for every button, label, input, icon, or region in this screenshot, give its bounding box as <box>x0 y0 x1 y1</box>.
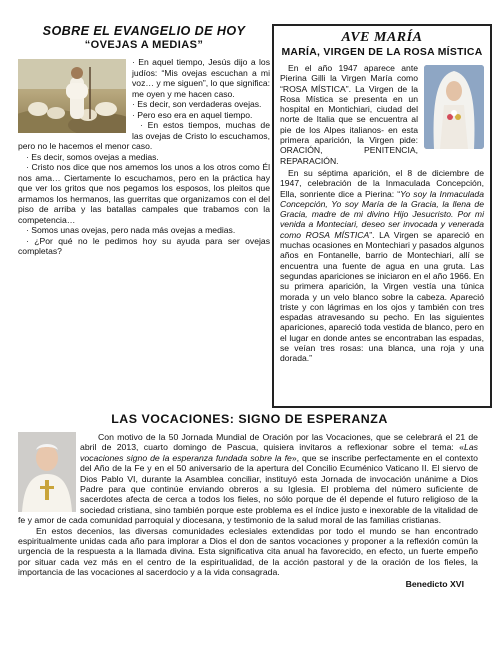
gospel-paragraph: · Somos unas ovejas, pero nada más ovejas a medias. <box>26 225 236 235</box>
signature: Benedicto XVI <box>405 578 464 589</box>
vocations-title: LAS VOCACIONES: SIGNO DE ESPERANZA <box>111 412 388 426</box>
gospel-section <box>18 24 270 257</box>
gospel-paragraph: · Pero eso era en aquel tiempo. <box>132 109 253 120</box>
shepherd-with-sheep-photo <box>18 59 126 133</box>
vocations-paragraph-1-rest: », que se inscribe perfectamente en el contexto del Año de la Fe y en el 50 aniversario de la apertura del Concilio Ecuménico Vaticano II. El siervo de Dios Pablo VI, durante la Asamblea conciliar, instituyó esta Jornada de invocación unánime a Dios Padre para que continúe enviando obreros a su Iglesia. El problema del número suficiente de sacerdotes afecta de cerca a todos los fieles, no sólo porque de él depende el futuro religioso de la sociedad cristiana, sino también porque este problema es el índice justo e inexorable de la vitalidad de fe y amor de cada comunidad parroquial y diocesana, y testimonio de la salud moral de las familias cristianas. <box>18 452 478 526</box>
vocations-paragraph-1-intro: Con motivo de la 50 Jornada Mundial de Oración por las Vocaciones, que se celebrará el 21 de abril de 2013, cuarto domingo de Pascua, quisiera invitaros a reflexionar sobre el tema: « <box>80 432 478 453</box>
mary-paragraph-2-intro: En su séptima aparición, el 8 de diciembre de 1947, celebración de la Inmaculada Concepción, Ella, sonriente dice a Pierina: “ <box>280 167 484 199</box>
vocations-paragraph-1 <box>18 432 478 526</box>
mary-body <box>280 63 484 364</box>
virgin-mary-image <box>424 65 484 149</box>
mary-paragraph-2-rest: ”. LA Virgen se apareció en muchas ocasiones en Montechiari y pasados algunos años en Fontanelle, barrio de Montechiari, allí se encuentra una fuente de agua en una gruta. Las segundas apariciones se iniciaron en el año 1966. En su primera aparición, la Virgen vestía una túnica morada y un velo blanco sobre la cabeza. Apareció triste y con lágrimas en los ojos y también con tres espadas atravesando su pecho. En las siguientes apariciones, apareció toda vestida de blanco, pero en el lugar en donde antes se encontraban las espadas, se veían tres rosas: una blanca, una roja y una dorada.” <box>280 229 485 364</box>
gospel-title: SOBRE EL EVANGELIO DE HOY <box>42 24 246 38</box>
gospel-paragraph: · Cristo nos dice que nos amemos los unos a los otros como Él nos ama… Ciertamente lo escuchamos, pero en la práctica hay que ver los gritos que nos pegamos los esposos, los pleitos que armamos los hermanos, las guerritas que organizamos con el del piso de arriba y las batallas campales que trabamos con la competencia… <box>18 162 270 225</box>
mary-paragraph-2 <box>280 168 484 364</box>
mary-paragraph-1: En el año 1947 aparece ante Pierina Gilli la Virgen María como “ROSA MÍSTICA”. La Virgen de la Rosa Mística se presenta en un hospital en Montichiari, ciudad del norte de Italia que se encuentra al pie de los Alpes italianos- en esta primera aparición, la Virgen pide: ORACIÓN, PENITENCIA, REPARACIÓN. <box>280 63 418 166</box>
mary-heading: MARÍA, VIRGEN DE LA ROSA MÍSTICA <box>281 47 483 58</box>
gospel-paragraph: · ¿Por qué no le pedimos hoy su ayuda para ser ovejas completas? <box>18 235 270 256</box>
gospel-subtitle: “OVEJAS A MEDIAS” <box>84 39 204 51</box>
vocations-theme: Las vocaciones signo de la esperanza fundada sobre la fe <box>80 442 478 463</box>
gospel-body <box>18 57 270 257</box>
mary-box <box>272 24 492 408</box>
ave-maria-title: AVE MARÍA <box>341 30 423 45</box>
gospel-paragraph: · En aquel tiempo, Jesús dijo a los judíos: “Mis ovejas escuchan a mi voz… y me siguen”, lo que significa: me oyen y me hacen caso. <box>132 57 270 99</box>
gospel-paragraph: · En estos tiempos, muchas de las ovejas de Cristo lo escuchamos, pero no le hacemos el menor caso. <box>18 120 270 151</box>
gospel-paragraph: · Es decir, somos ovejas a medias. <box>26 151 159 162</box>
gospel-paragraph: · Es decir, son verdaderas ovejas. <box>132 99 262 109</box>
mary-apparition-quote: Yo soy la Inmaculada Concepción, Yo soy María de la Gracia, la llena de Gracia, madre de mi divino Hijo Jesucristo. Por mi venida a Monteciari, deseo ser invocada y venerada como ROSA MÍSTICA <box>280 188 484 240</box>
vocations-paragraph-2: En estos decenios, las diversas comunidades eclesiales extendidas por todo el mundo se han encontrado espiritualmente unidas cada año para implorar a Dios el don de santos vocaciones y proponer a la reflexión común la urgencia de la respuesta a la llamada divina. Esta significativa cita anual ha favorecido, en efecto, un fuerte empeño por situar cada vez más en el centro de la espiritualidad, de la acción pastoral y de la oración de los fieles, la importancia de las vocaciones al sacerdocio y a la vida consagrada. <box>18 525 478 578</box>
vocations-body <box>18 432 478 589</box>
